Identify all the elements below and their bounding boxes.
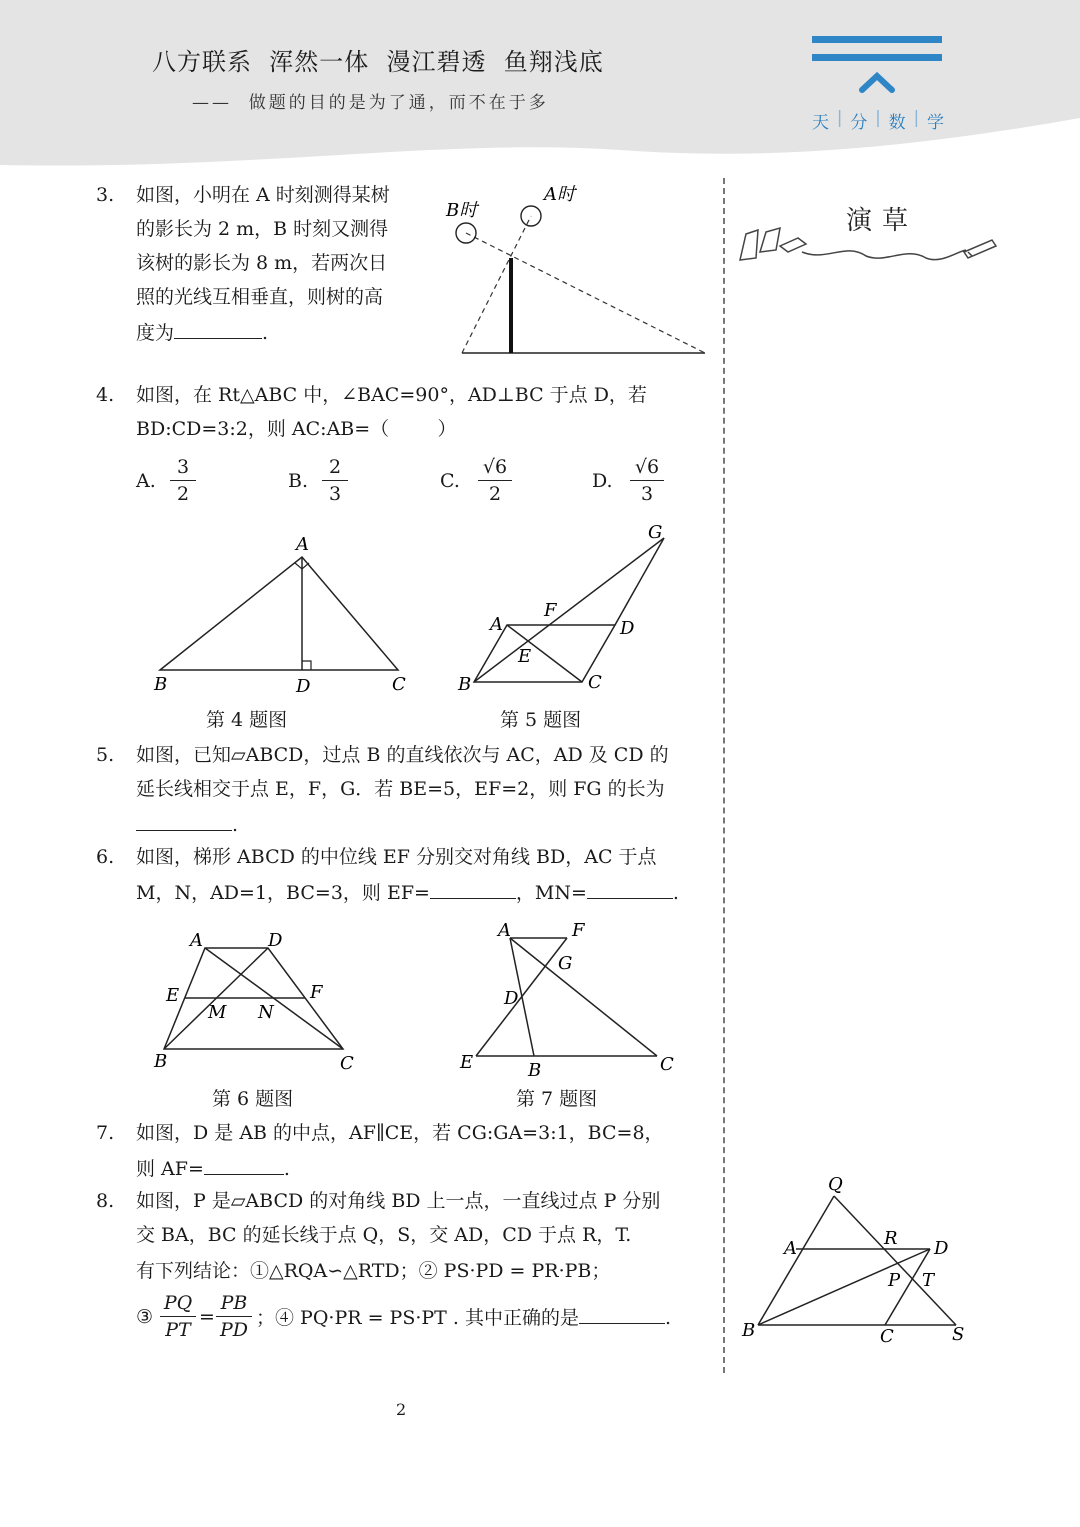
q4-line2: BD:CD=3:2，则 AC:AB=（ ） — [136, 418, 457, 440]
q3-text-line: 该树的影长为 8 m，若两次日 — [136, 252, 388, 274]
option-c-fraction — [474, 454, 516, 507]
point-label: F — [310, 982, 323, 1003]
option-label[interactable]: D. — [592, 470, 613, 492]
point-label: E — [166, 985, 180, 1006]
label-a-time: A时 — [544, 184, 575, 205]
point-label: G — [648, 522, 663, 543]
numerator: 2 — [328, 456, 342, 478]
point-label: R — [884, 1228, 898, 1249]
brand-sep: | — [913, 108, 920, 128]
answer-blank[interactable] — [430, 882, 516, 899]
point-label: C — [588, 672, 602, 693]
option-d-fraction — [626, 454, 668, 507]
point-label: E — [460, 1052, 474, 1073]
point-label: C — [340, 1053, 354, 1074]
point-label: P — [888, 1270, 901, 1291]
denominator: 2 — [488, 483, 502, 505]
q7-line2 — [136, 1158, 290, 1179]
q7-figure-caption: 第 7 题图 — [516, 1088, 598, 1110]
q5-line2: 延长线相交于点 E，F，G．若 BE=5，EF=2，则 FG 的长为 — [136, 778, 665, 800]
point-label: A — [190, 930, 203, 951]
q8-left-fraction — [156, 1290, 200, 1343]
q4-line1: 如图，在 Rt△ABC 中，∠BAC=90°，AD⊥BC 于点 D，若 — [136, 384, 647, 406]
point-label: A — [296, 534, 309, 555]
denominator: PT — [165, 1319, 191, 1341]
point-label: D — [504, 988, 519, 1009]
answer-blank[interactable] — [587, 882, 673, 899]
q8-line1: 如图，P 是▱ABCD 的对角线 BD 上一点，一直线过点 P 分别 — [136, 1190, 661, 1212]
option-b-fraction — [318, 454, 352, 507]
question-number: 8. — [96, 1190, 115, 1212]
point-label: B — [742, 1320, 756, 1341]
denominator: 2 — [176, 483, 190, 505]
denominator: PD — [219, 1319, 249, 1341]
draft-title: 演草 — [846, 206, 919, 236]
q3-text: 度为 — [136, 322, 175, 344]
point-label: Q — [828, 1174, 843, 1195]
q6-text: ，MN= — [515, 882, 587, 904]
brand-char: 数 — [888, 113, 906, 133]
point-label: B — [154, 1051, 168, 1072]
q8-line2: 交 BA，BC 的延长线于点 Q，S，交 AD，CD 于点 R，T. — [136, 1224, 632, 1246]
point-label: D — [296, 676, 311, 697]
q6-figure-caption: 第 6 题图 — [212, 1088, 294, 1110]
point-label: D — [620, 618, 635, 639]
q6-line1: 如图，梯形 ABCD 的中位线 EF 分别交对角线 BD，AC 于点 — [136, 846, 657, 868]
point-label: E — [518, 646, 532, 667]
point-label: S — [952, 1324, 965, 1345]
brand-sep: | — [875, 108, 881, 128]
q4-figure-caption: 第 4 题图 — [206, 709, 288, 731]
denominator: 3 — [640, 483, 654, 505]
question-number: 4. — [96, 384, 115, 406]
numerator: √6 — [482, 456, 508, 478]
point-label: C — [660, 1054, 674, 1075]
point-label: A — [498, 920, 511, 941]
q6-figure — [150, 924, 370, 1076]
point-label: T — [922, 1270, 935, 1291]
q8-text: ；④ PQ·PR = PS·PT . 其中正确的是 — [256, 1307, 579, 1329]
page-number: 2 — [396, 1400, 407, 1419]
q3-text-line: 照的光线互相垂直，则树的高 — [136, 286, 384, 308]
question-number: 6. — [96, 846, 115, 868]
numerator: PB — [220, 1292, 248, 1314]
brand-sep: | — [836, 108, 843, 128]
point-label: F — [572, 920, 585, 941]
question-number: 7. — [96, 1122, 115, 1144]
period: . — [672, 882, 679, 904]
q8-right-fraction — [212, 1290, 256, 1343]
q3-figure — [440, 180, 710, 360]
point-label: N — [258, 1002, 274, 1023]
period: . — [664, 1307, 671, 1329]
point-label: B — [154, 674, 168, 695]
q8-line3: 有下列结论：①△RQA∽△RTD；② PS·PD = PR·PB； — [136, 1260, 611, 1282]
q8-figure — [738, 1168, 970, 1348]
q4-figure — [140, 528, 420, 700]
brand-char: 天 — [812, 113, 829, 133]
option-label[interactable]: A. — [136, 470, 156, 492]
point-label: A — [784, 1238, 797, 1259]
q3-text-line — [136, 322, 268, 343]
pencil-scribble-icon — [736, 222, 998, 266]
column-divider — [723, 178, 725, 1373]
point-label: F — [544, 600, 557, 621]
numerator: 3 — [176, 456, 190, 478]
equals-sign: = — [199, 1306, 215, 1328]
answer-blank[interactable] — [174, 322, 262, 339]
answer-blank[interactable] — [579, 1307, 665, 1324]
q5-line1: 如图，已知▱ABCD，过点 B 的直线依次与 AC，AD 及 CD 的 — [136, 744, 669, 766]
question-number: 5. — [96, 744, 115, 766]
point-label: A — [490, 614, 503, 635]
q8-c3-mark: ③ — [136, 1306, 154, 1328]
label-b-time: B时 — [446, 200, 478, 221]
denominator: 3 — [328, 483, 342, 505]
point-label: B — [458, 674, 472, 695]
period: . — [283, 1158, 290, 1180]
q7-line1: 如图，D 是 AB 的中点，AF∥CE，若 CG:GA=3:1，BC=8， — [136, 1122, 664, 1144]
q3-text-line: 的影长为 2 m，B 时刻又测得 — [136, 218, 389, 240]
q5-line3 — [136, 814, 238, 835]
numerator: PQ — [163, 1292, 193, 1314]
q8-line4 — [256, 1307, 671, 1328]
answer-blank[interactable] — [136, 814, 232, 831]
q7-text: 则 AF= — [136, 1158, 204, 1180]
question-number: 3. — [96, 184, 115, 206]
q5-figure-caption: 第 5 题图 — [500, 709, 582, 731]
option-a-fraction — [166, 454, 200, 507]
period: . — [232, 814, 239, 836]
option-label[interactable]: B. — [288, 470, 309, 492]
period: . — [262, 322, 269, 344]
brand-char: 分 — [850, 113, 868, 133]
point-label: D — [934, 1238, 949, 1259]
point-label: B — [528, 1060, 542, 1080]
point-label: C — [392, 674, 406, 695]
q3-text-line: 如图，小明在 A 时刻测得某树 — [136, 184, 390, 206]
header-motto: —— 做题的目的是为了通，而不在于多 — [192, 93, 549, 113]
answer-blank[interactable] — [204, 1158, 284, 1175]
q6-text: M，N，AD=1，BC=3，则 EF= — [136, 882, 430, 904]
q6-line2 — [136, 882, 679, 903]
q7-figure — [456, 914, 682, 1080]
q5-figure — [452, 518, 676, 696]
brand-char: 学 — [926, 113, 944, 133]
option-label[interactable]: C. — [440, 470, 460, 492]
numerator: √6 — [634, 456, 660, 478]
point-label: M — [208, 1002, 227, 1023]
brand-logo-text — [812, 108, 944, 133]
point-label: G — [558, 953, 573, 974]
point-label: C — [880, 1326, 894, 1347]
header-slogan: 八方联系 浑然一体 漫江碧透 鱼翔浅底 — [152, 48, 604, 76]
point-label: D — [268, 930, 283, 951]
